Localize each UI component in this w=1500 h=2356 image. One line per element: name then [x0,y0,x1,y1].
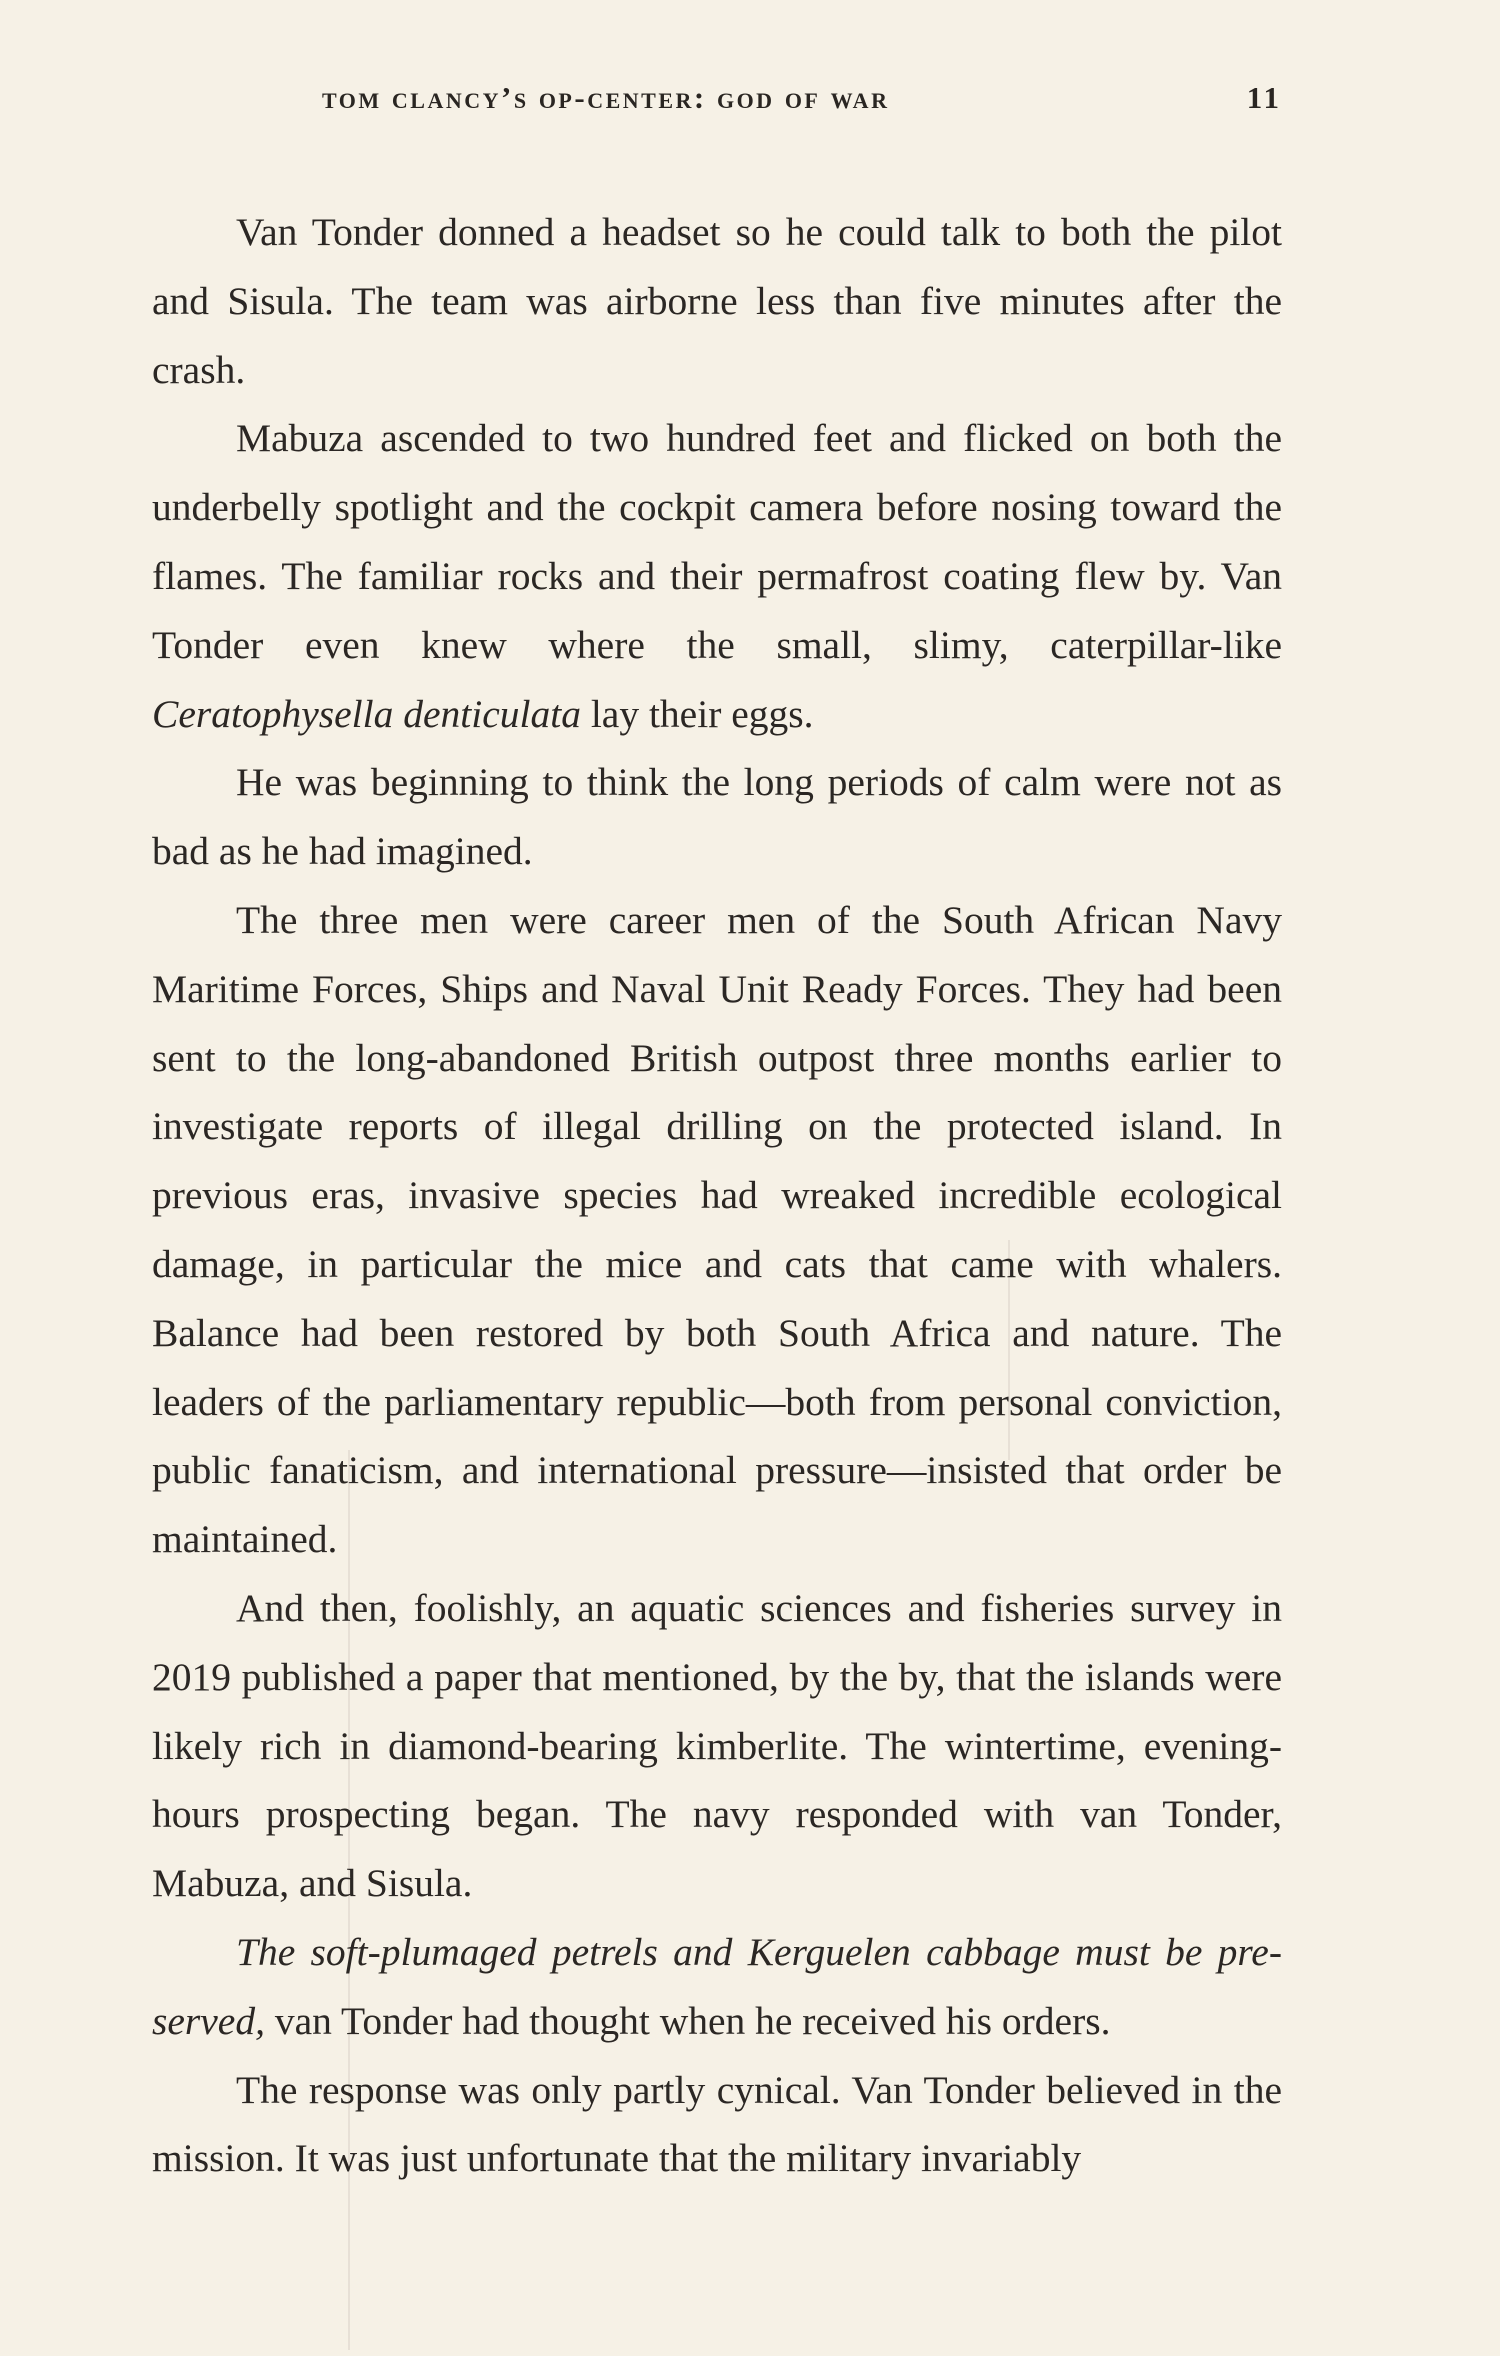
paragraph: And then, foolishly, an aquatic sciences and fisheries survey in 2019 published a paper that mentioned, by the by, that the islands were likely rich in diamond-bearing kimberlite. The wintertime, evening-hours prospecting began. The navy responded with van Tonder, Mabuza, and Sisula. [152,1585,1282,1906]
running-head [152,80,1282,120]
paragraph: He was beginning to think the long periods of calm were not as bad as he had imagined. [152,760,1282,874]
species-name: Ceratophysella denticulata [152,691,581,736]
paragraph-tail: lay their eggs. [580,691,814,736]
page-number: 11 [1246,80,1282,115]
paragraph-text: Mabuza ascended to two hundred feet and flicked on both the underbelly spotlight and the cockpit camera before nosing toward the flames. The familiar rocks and their permafrost coating flew by. Van Tonder even knew where the small, slimy, caterpillar-like [152,416,1282,667]
italic-thought: The soft-plumaged petrels and Kerguelen cabbage must be preserved, [152,1929,1282,2043]
body-text [152,198,1282,2193]
paragraph-text: van Tonder had thought when he received his orders. [274,1998,1111,2043]
running-title: tom clancy’s op-center: god of war [322,80,890,115]
paragraph: Van Tonder donned a headset so he could talk to both the pilot and Sisula. The team was airborne less than five minutes after the crash. [152,210,1282,392]
paragraph [152,404,1282,748]
paragraph: The response was only partly cynical. Van Tonder believed in the mission. It was just unfortunate that the military invariably [152,2067,1282,2181]
paragraph [152,1918,1282,2056]
paragraph: The three men were career men of the South African Navy Maritime Forces, Ships and Naval Unit Ready Forces. They had been sent to the long-abandoned British outpost three months earlier to investigate reports of illegal drilling on the protected island. In previous eras, invasive species had wreaked incredible ecological damage, in particular the mice and cats that came with whalers. Balance had been restored by both South Africa and nature. The leaders of the parliamentary republic—both from personal conviction, public fanaticism, and international pressure—insisted that order be maintained. [152,897,1282,1562]
